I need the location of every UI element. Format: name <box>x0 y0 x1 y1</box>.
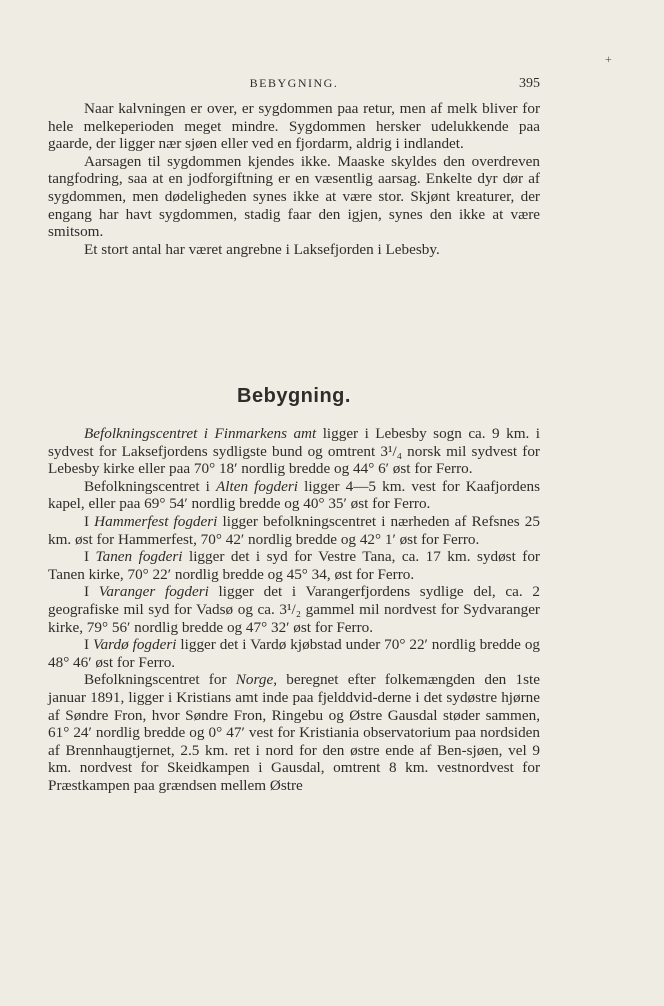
margin-mark: + <box>605 52 612 66</box>
paragraph: Et stort antal har været angrebne i Laksefjorden i Lebesby. <box>84 240 440 258</box>
paragraph: Naar kalvningen er over, er sygdommen paa retur, men af melk bliver for hele melkeperioden meget mindre. Sygdommen hersker udelukkende paa gaarde, der ligger nær sjøen eller ved en fjordarm, aldrig i indlandet. <box>48 100 540 153</box>
italic-lead: Hammerfest fogderi <box>94 512 218 530</box>
italic-lead: Varanger fogderi <box>98 583 209 601</box>
paragraph-text: ligger 4—5 km. vest for Kaafjordens kapel, eller paa 69° 54′ nordlig bredde og 40° 35′ øst for Ferro. <box>48 477 540 513</box>
paragraph <box>48 478 540 513</box>
italic-lead: Alten fogderi <box>215 477 299 495</box>
section-heading: Bebygning. <box>237 385 351 407</box>
paragraph-pre: I <box>84 636 93 654</box>
paragraph <box>48 671 540 794</box>
paragraph-pre: I <box>84 512 95 530</box>
page-number: 395 <box>519 76 540 91</box>
paragraph-pre: Befolkningscentret i <box>84 477 216 495</box>
paragraph-pre: I <box>84 583 99 601</box>
paragraph-pre: Befolkningscentret for <box>84 671 236 689</box>
italic-lead: Befolkningscentret i Finmarkens amt <box>84 425 317 442</box>
running-title: BEBYGNING. <box>249 76 339 90</box>
paragraph-text: ligger i Lebesby sogn ca. 9 km. i sydvest for Laksefjordens sydligste bund og omtrent 3¹/₄ norsk mil sydvest for Lebesby kirke eller paa 70° 18′ nordlig bredde og 44° 6′ øst for Ferro. <box>48 425 540 478</box>
paragraph: Aarsagen til sygdommen kjendes ikke. Maaske skyldes den overdreven tangfodring, saa at en jodforgiftning er en væsentlig aarsag. Enkelte dyr dør af sygdommen, men dødeligheden synes ikke at være stor. Skjønt kreaturer, der engang har havt sygdommen, stadig faar den igjen, synes den ikke at være smitsom. <box>48 152 540 241</box>
paragraph-text: ligger det i syd for Vestre Tana, ca. 17 km. sydøst for Tanen kirke, 70° 22′ nordlig bredde og 45° 34, øst for Ferro. <box>48 548 540 583</box>
paragraph <box>48 636 540 671</box>
sickness-section <box>48 100 540 258</box>
paragraph-text: , beregnet efter folkemængden den 1ste januar 1891, ligger i Kristians amt inde paa fjelddvid-derne i det sydøstre hjørne af Søndre Fron, hvor Søndre Fron, Ringebu og Østre Gausdal støder sammen, 61° 24′ nordlig bredde og 0° 47′ vest for Kristiania observatorium paa nordsiden af Brennhaugtjernet, 2.5 km. ret i nord for den østre ende af Ben-sjøen, vel 9 km. nordvest for Skeidkampen i Gausdal, omtrent 8 km. vestnordvest for Præstkampen paa grændsen mellem Østre <box>48 671 540 794</box>
paragraph <box>48 513 540 548</box>
paragraph-text: ligger befolkningscentret i nærheden af Refsnes 25 km. øst for Hammerfest, 70° 42′ nordlig bredde og 42° 1′ øst for Ferro. <box>48 512 540 548</box>
paragraph-text: ligger det i Vardø kjøbstad under 70° 22′ nordlig bredde og 48° 46′ øst for Ferro. <box>48 636 541 671</box>
italic-lead: Norge <box>235 671 274 689</box>
paragraph <box>48 583 540 636</box>
italic-lead: Vardø fogderi <box>92 636 177 654</box>
paragraph-text: ligger det i Varangerfjordens sydlige del, ca. 2 geografiske mil syd for Vadsø og ca. 3¹/₂ gammel mil nordvest for Sydvaranger kirke, 79° 56′ nordlig bredde og 47° 32′ øst for Ferro. <box>48 583 540 636</box>
settlement-section <box>48 425 540 794</box>
paragraph <box>48 425 540 478</box>
italic-lead: Tanen fogderi <box>95 548 183 566</box>
paragraph-pre: I <box>84 548 96 566</box>
paragraph <box>48 548 540 583</box>
running-head <box>48 76 540 94</box>
